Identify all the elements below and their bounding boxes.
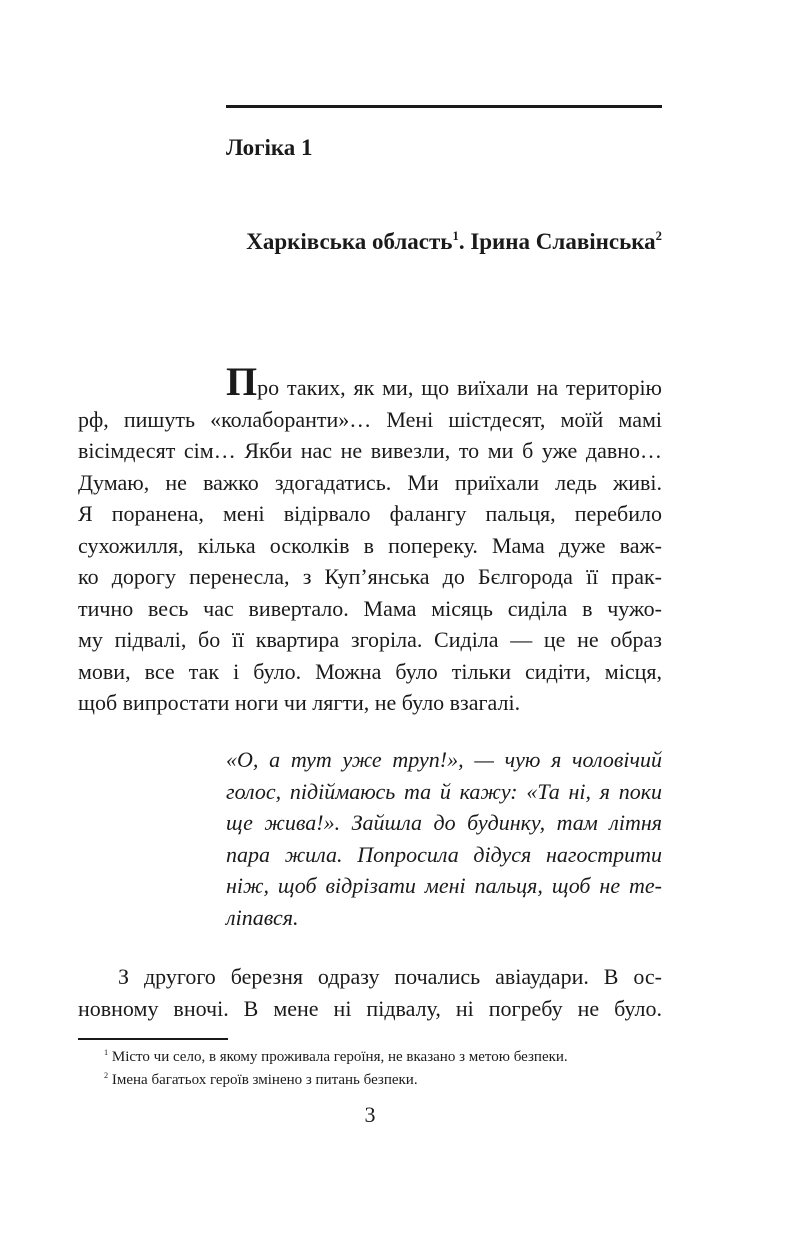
footnotes [104, 1046, 568, 1092]
footnote-ref-1[interactable]: 1 [452, 229, 459, 244]
block-quote [226, 744, 662, 933]
footnote-text: Імена багатьох героїв змінено з питань безпеки. [108, 1072, 418, 1088]
paragraph-line: З другого березня одразу почались авіаудари. В ос- [118, 964, 662, 989]
quote-line: пара жила. Попросила дідуся нагострити [226, 841, 662, 867]
quote-line: ніж, щоб відрізати мені пальця, щоб не те- [226, 873, 662, 898]
subtitle-author: Ірина Славінська [470, 229, 656, 254]
paragraph-line: вісімдесят сім… Якби нас не вивезли, то ми б уже давно… [78, 438, 662, 463]
quote-line: ще жива!». Зайшла до будинку, там літня [226, 810, 662, 835]
drop-cap: П [226, 359, 258, 404]
paragraph-line: ко дорогу перенесла, з Куп’янська до Бєлгорода її прак- [78, 564, 662, 589]
paragraph-line: Думаю, не важко здогадатись. Ми приїхали ледь живі. [78, 469, 662, 495]
paragraph-1 [78, 359, 662, 719]
page-number: 3 [364, 1102, 376, 1127]
paragraph-line: сухожилля, кілька осколків в поперeку. Мама дуже важ- [78, 532, 662, 558]
paragraph-line: мови, все так і було. Можна було тільки сидіти, місця, [78, 658, 662, 684]
chapter-title: Логіка 1 [226, 135, 313, 160]
footnote-mark: 2 [104, 1071, 109, 1081]
footnote-text: Місто чи село, в якому проживала героїня, не вказано з метою безпеки. [108, 1049, 568, 1065]
subtitle-separator: . [458, 229, 471, 254]
footnote-rule [78, 1038, 228, 1040]
quote-line: ліпався. [226, 904, 299, 930]
paragraph-line: му підвалі, бо її квартира згоріла. Сиділа — це не образ [78, 627, 662, 652]
paragraph-line: Я поранена, мені відірвало фалангу пальця, перебило [78, 501, 662, 526]
paragraph-line: тично весь час вивертало. Мама місяць сиділа в чужо- [78, 595, 662, 621]
footnote-1 [104, 1046, 568, 1069]
subtitle-region: Харківська область [246, 229, 453, 254]
paragraph-line: щоб випростати ноги чи лягти, не було взагалі. [78, 690, 521, 715]
footnote-mark: 1 [104, 1048, 109, 1058]
quote-line: «О, а тут уже труп!», — чую я чоловічий [226, 747, 662, 772]
paragraph-line: новному вночі. В мене ні підвалу, ні погребу не було. [78, 995, 662, 1021]
paragraph-line: Про таких, як ми, що виїхали на територію [226, 359, 662, 404]
top-rule [226, 105, 662, 108]
section-subtitle [246, 229, 662, 255]
footnote-2 [104, 1069, 568, 1092]
paragraph-2 [78, 961, 662, 1024]
quote-line: голос, підіймаюсь та й кажу: «Та ні, я поки [226, 778, 662, 804]
paragraph-line: рф, пишуть «колаборанти»… Мені шістдесят, моїй мамі [78, 406, 662, 432]
footnote-ref-2[interactable]: 2 [655, 229, 662, 244]
